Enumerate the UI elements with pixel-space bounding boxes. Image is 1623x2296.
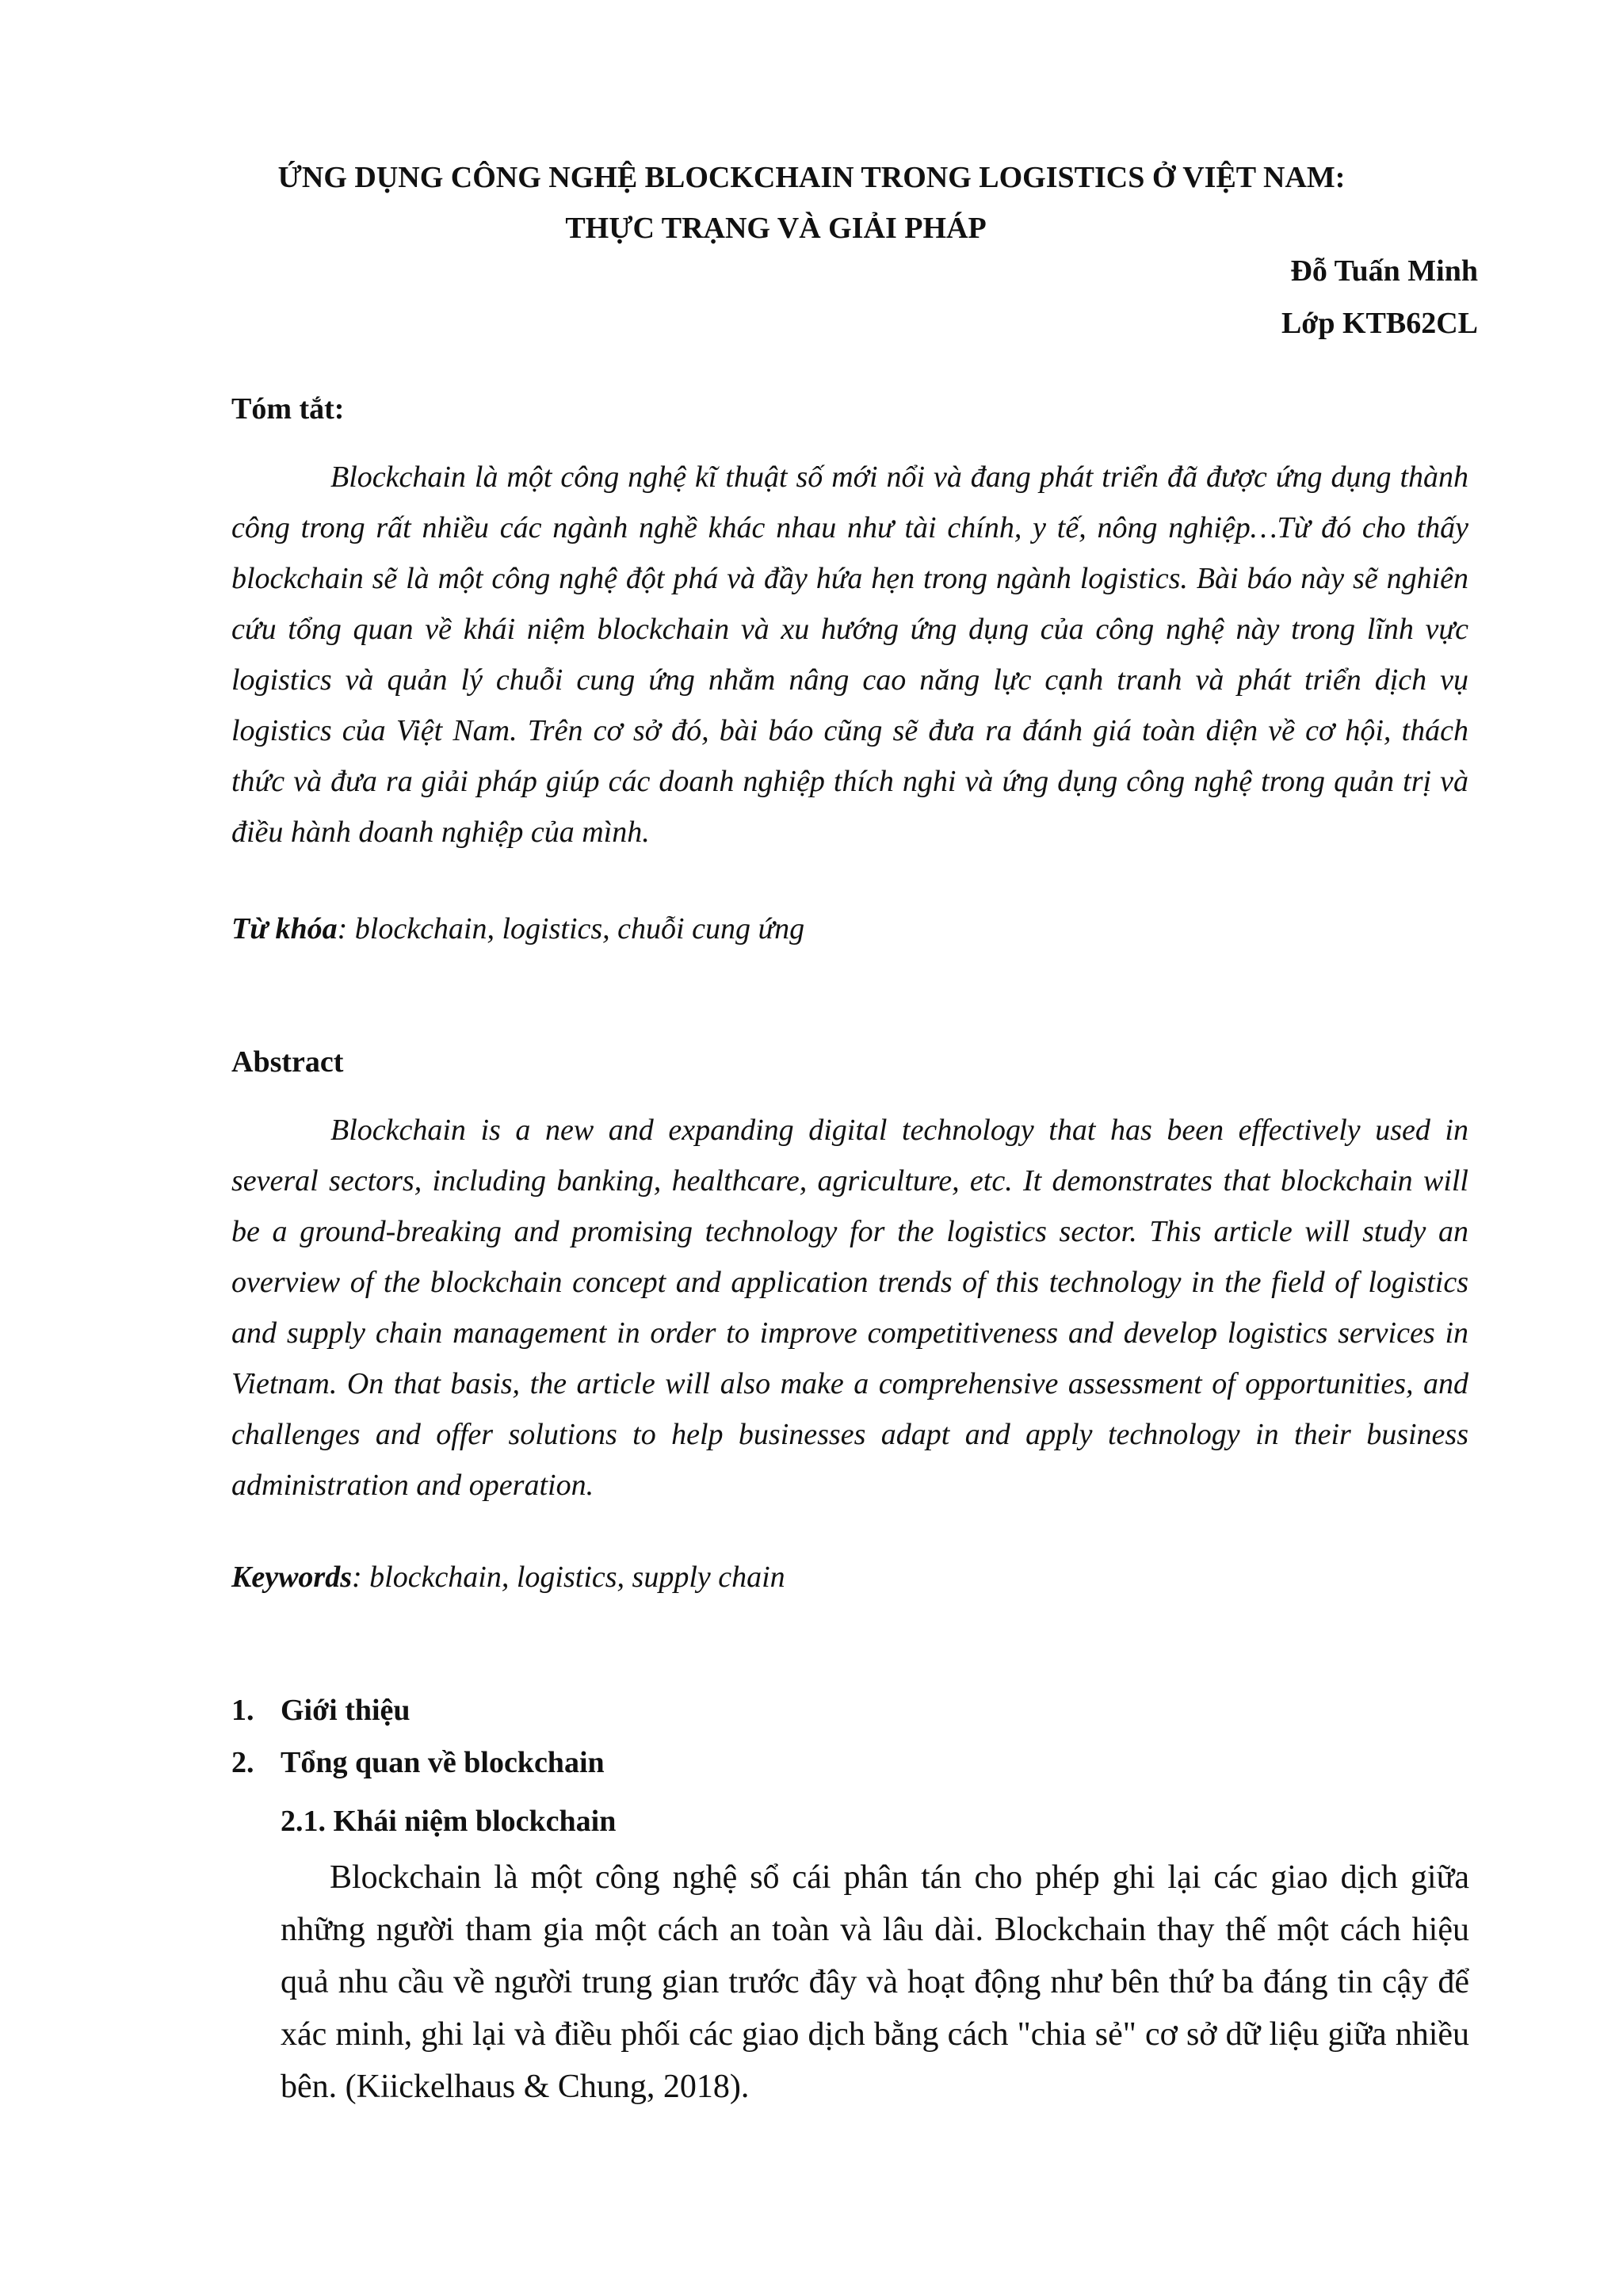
abstract-paragraph: Blockchain is a new and expanding digital technology that has been effectively used in several sectors, including banking, healthcare, agriculture, etc. It demonstrates that blockchain will be a ground-breaking and promising technology for the logistics sector. This article will study an overview of the blockchain concept and application trends of this technology in the field of logistics and supply chain management in order to improve competitiveness and develop logistics services in Vietnam. On that basis, the article will also make a comprehensive assessment of opportunities, and challenges and offer solutions to help businesses adapt and apply technology in their business administration and operation. [231,1114,1468,1502]
keywords-vi [231,911,804,946]
author-class: Lớp KTB62CL [1281,307,1478,340]
section-1-number: 1. [231,1694,254,1727]
paper-title-line-2: THỰC TRẠNG VÀ GIẢI PHÁP [565,212,987,245]
keywords-en-label: Keywords [231,1561,352,1594]
keywords-en [231,1560,785,1595]
section-1-title: Giới thiệu [281,1694,411,1727]
summary-heading: Tóm tắt: [231,392,345,426]
summary-paragraph: Blockchain là một công nghệ kĩ thuật số mới nổi và đang phát triển đã được ứng dụng thành công trong rất nhiều các ngành nghề khác nhau như tài chính, y tế, nông nghiệp…Từ đó cho thấy blockchain sẽ là một công nghệ đột phá và đầy hứa hẹn trong ngành logistics. Bài báo này sẽ nghiên cứu tổng quan về khái niệm blockchain và xu hướng ứng dụng của công nghệ này trong lĩnh vực logistics và quản lý chuỗi cung ứng nhằm nâng cao năng lực cạnh tranh và phát triển dịch vụ logistics của Việt Nam. Trên cơ sở đó, bài báo cũng sẽ đưa ra đánh giá toàn diện về cơ hội, thách thức và đưa ra giải pháp giúp các doanh nghiệp thích nghi và ứng dụng công nghệ trong quản trị và điều hành doanh nghiệp của mình. [231,460,1468,849]
paper-title-line-1: ỨNG DỤNG CÔNG NGHỆ BLOCKCHAIN TRONG LOGISTICS Ở VIỆT NAM: [277,161,1346,194]
keywords-vi-value: : blockchain, logistics, chuỗi cung ứng [337,912,805,946]
section-2-number: 2. [231,1746,254,1779]
subsection-2-1-heading: 2.1. Khái niệm blockchain [281,1805,617,1838]
keywords-en-value: : blockchain, logistics, supply chain [352,1561,785,1594]
section-2-title: Tổng quan về blockchain [281,1746,605,1779]
section-1-heading [231,1693,411,1728]
subsection-2-1-paragraph: Blockchain là một công nghệ sổ cái phân tán cho phép ghi lại các giao dịch giữa những người tham gia một cách an toàn và lâu dài. Blockchain thay thế một cách hiệu quả nhu cầu về người trung gian trước đây và hoạt động như bên thứ ba đáng tin cậy để xác minh, ghi lại và điều phối các giao dịch bằng cách "chia sẻ" cơ sở dữ liệu giữa nhiều bên. (Kiickelhaus & Chung, 2018). [281,1859,1469,2105]
keywords-vi-label: Từ khóa [231,912,338,946]
author-name: Đỗ Tuấn Minh [1290,254,1478,288]
abstract-heading: Abstract [231,1045,344,1079]
paper-title [119,152,1504,254]
section-2-heading [231,1745,605,1780]
